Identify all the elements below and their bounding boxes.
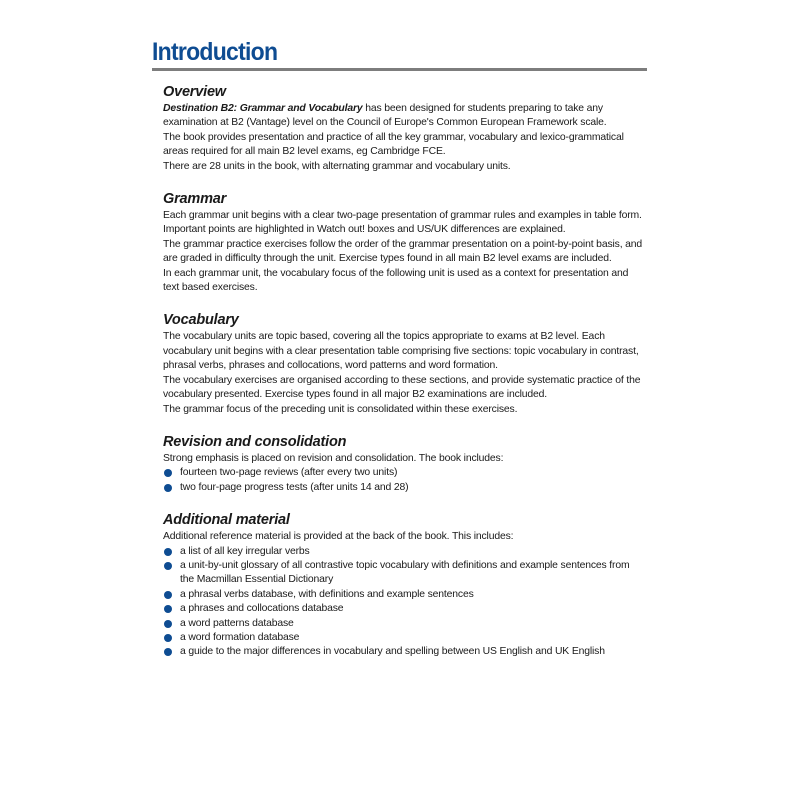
section-additional [163,510,643,660]
paragraph-line: Additional reference material is provided at the back of the book. This includes: [163,531,514,543]
paragraph-line: text based exercises. [163,282,258,294]
paragraph-line: There are 28 units in the book, with alternating grammar and vocabulary units. [163,160,511,172]
list-item [163,466,643,480]
paragraph-line: In each grammar unit, the vocabulary focus of the following unit is used as a context for presentation and [163,267,629,279]
section-heading-overview: Overview [163,84,226,100]
paragraph-line: Important points are highlighted in Watch out! boxes and US/UK differences are explained. [163,224,566,236]
paragraph-line: The grammar focus of the preceding unit is consolidated within these exercises. [163,403,518,415]
paragraph-line: The vocabulary units are topic based, covering all the topics appropriate to exams at B2 level. Each [163,331,605,343]
list-item-text-continuation: the Macmillan Essential Dictionary [180,574,334,586]
list-item-text: a word formation database [180,631,300,643]
section-heading-additional: Additional material [163,512,290,529]
list-item [163,631,643,645]
list-item [163,602,643,616]
paragraph-line: are graded in difficulty through the unit. Exercise types found in all main B2 level exams are included. [163,253,612,265]
bullet-icon [164,591,172,599]
section-vocabulary [163,310,643,416]
section-heading-revision: Revision and consolidation [163,433,347,450]
paragraph-line [163,102,643,116]
list-item [163,588,643,602]
list-item-text: a phrases and collocations database [180,603,344,615]
book-title: Destination B2: Grammar and Vocabulary [163,103,363,114]
bullet-icon [164,620,172,628]
list-item-text: fourteen two-page reviews (after every two units) [180,467,398,479]
paragraph-line: Strong emphasis is placed on revision and consolidation. The book includes: [163,452,504,464]
list-item [163,645,643,659]
list-item [163,559,643,588]
list-item-text: a guide to the major differences in vocabulary and spelling between US English and UK English [180,646,605,658]
bullet-icon [164,634,172,642]
paragraph-line: examination at B2 (Vantage) level on the Council of Europe's Common European Framework scale. [163,117,607,129]
page-title: Introduction [152,38,278,66]
section-overview [163,82,643,174]
bullet-icon [164,469,172,477]
section-heading-vocabulary: Vocabulary [163,312,239,329]
page-content [163,82,643,660]
paragraph-line: The vocabulary exercises are organised according to these sections, and provide systematic practice of the [163,374,641,386]
list-item [163,481,643,495]
paragraph-line: Each grammar unit begins with a clear two-page presentation of grammar rules and examples in table form. [163,210,642,222]
section-heading-grammar: Grammar [163,191,227,208]
paragraph-line: areas required for all main B2 level exams, eg Cambridge FCE. [163,146,446,158]
section-revision [163,432,643,495]
paragraph-line: vocabulary presented. Exercise types found in all major B2 examinations are included. [163,389,548,401]
list-item-text: a list of all key irregular verbs [180,545,310,557]
bullet-icon [164,605,172,613]
list-item-text: a word patterns database [180,617,294,629]
bullet-icon [164,562,172,570]
list-item-text: two four-page progress tests (after units 14 and 28) [180,481,409,493]
paragraph-line: The book provides presentation and practice of all the key grammar, vocabulary and lexico-grammatical [163,131,624,143]
list-item [163,617,643,631]
list-item-text: a phrasal verbs database, with definitions and example sentences [180,588,474,600]
bullet-icon [164,484,172,492]
list-item [163,545,643,559]
bullet-icon [164,548,172,556]
section-grammar [163,189,643,295]
list-item-text: a unit-by-unit glossary of all contrastive topic vocabulary with definitions and example sentences from [180,559,630,571]
paragraph-line: The grammar practice exercises follow the order of the grammar presentation on a point-by-point basis, and [163,238,643,250]
bullet-icon [164,648,172,656]
bullet-list [163,466,643,495]
paragraph-line: phrasal verbs, phrases and collocations, word patterns and word formation. [163,360,498,372]
paragraph-text: has been designed for students preparing to take any [362,103,603,114]
title-divider [152,68,647,71]
paragraph-line: vocabulary unit begins with a clear presentation table comprising five sections: topic vocabulary in contrast, [163,345,639,357]
bullet-list [163,545,643,660]
